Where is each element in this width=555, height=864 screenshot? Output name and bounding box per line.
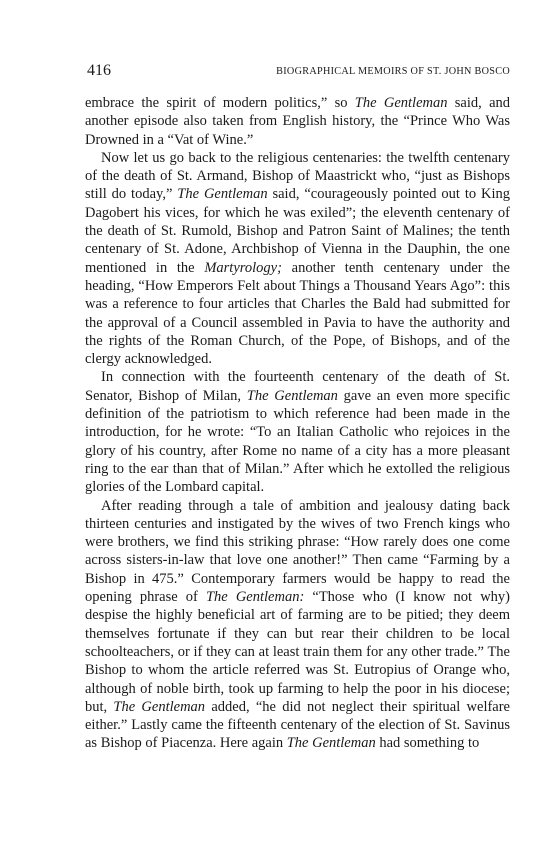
paragraph [85, 497, 510, 753]
paragraph-text: said, “courageously pointed out to King Dagobert his vices, for which he was exiled”; the eleventh centenary of the death of St. Rumold, Bishop and Patron Saint of Malines; the tenth centenary of St. Adone, Archbishop of Vienna in the Dauphin, the one mentioned in the [85, 186, 511, 276]
paragraph-text: gave an even more specific definition of the patriotism to which reference had been made in the introduction, for he wrote: “To an Italian Catholic who rejoices in the glory of his country, after Rome no name of a city has a more pleasant ring to the ear than that of Milan.” After which he extolled the religious glories of the Lombard capital. [85, 387, 510, 496]
body-text [85, 94, 510, 753]
paragraph-text: added, “he did not neglect their spiritual welfare either.” Lastly came the fifteenth centenary of the election of St. Savinus as Bishop of Piacenza. Here again [85, 698, 510, 752]
italic-text: The Gentleman [286, 735, 376, 752]
paragraph [85, 94, 510, 149]
running-title: BIOGRAPHICAL MEMOIRS OF ST. JOHN BOSCO [276, 66, 510, 77]
italic-text: The Gentleman [113, 698, 206, 715]
paragraph-text: had something to [375, 735, 480, 752]
running-head [85, 62, 510, 84]
paragraph-text: After reading through a tale of ambition and jealousy dating back thirteen centuries and instigated by the wives of two French kings who were brothers, we find this striking phrase: “How rarely does one come across sisters-in-law that love one another!” Then came “Farming by a Bishop in 475.” Contemporary farmers would be happy to read the opening phrase of [85, 497, 510, 606]
italic-text: Martyrology; [204, 259, 282, 276]
paragraph-text: “Those who (I know not why) despise the highly beneficial art of farming are to be pitied; they deem themselves fortunate if they can but rear their children to be local schoolteachers, or if they can at least train them for any other trade.” The Bishop to whom the article referred was St. Eutropius of Orange who, although of noble birth, took up farming to help the poor in his diocese; but, [85, 589, 510, 715]
book-page [85, 62, 510, 753]
italic-text: The Gentleman [246, 387, 338, 404]
paragraph-text: Now let us go back to the religious centenaries: the twelfth centenary of the death of St. Armand, Bishop of Maastrickt who, “just as Bishops still do today,” [85, 149, 510, 203]
paragraph-text: said, and another episode also taken from English history, the “Prince Who Was Drowned in a “Vat of Wine.” [85, 95, 511, 148]
italic-text: The Gentleman: [205, 589, 305, 606]
paragraph [85, 368, 510, 496]
paragraph-text: embrace the spirit of modern politics,” so [85, 95, 355, 111]
paragraph [85, 149, 510, 369]
paragraph-text: another tenth centenary under the heading, “How Emperors Felt about Things a Thousand Years Ago”: this was a reference to four articles that Charles the Bald had submitted for the approval of a Council assembled in Pavia to have the authority and the rights of the Roman Church, of the Pope, of Bishops, and of the clergy acknowledged. [85, 259, 510, 368]
paragraph-text: In connection with the fourteenth centenary of the death of St. Senator, Bishop of Milan, [85, 369, 510, 404]
italic-text: The Gentleman [177, 186, 268, 203]
italic-text: The Gentleman [354, 95, 448, 111]
page-number: 416 [87, 62, 111, 79]
